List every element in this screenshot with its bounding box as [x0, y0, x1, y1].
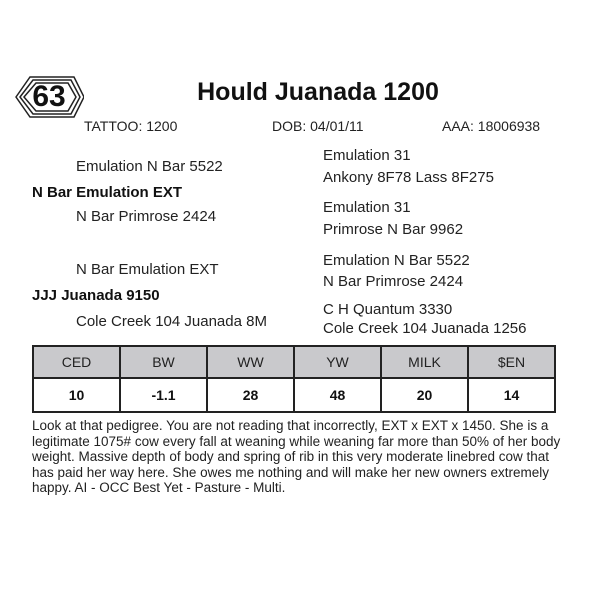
epd-value-yw: 48 [295, 379, 382, 411]
pedigree-sire-sire: Emulation N Bar 5522 [76, 158, 223, 175]
pedigree-sire-dam: N Bar Primrose 2424 [76, 208, 217, 225]
pedigree-sire-sire-sire: Emulation 31 [323, 147, 411, 164]
pedigree-dam-sire: N Bar Emulation EXT [76, 261, 219, 278]
pedigree-dam: JJJ Juanada 9150 [32, 287, 160, 304]
epd-table [32, 345, 556, 413]
epd-value-bw: -1.1 [121, 379, 208, 411]
epd-value-milk: 20 [382, 379, 469, 411]
epd-header-yw: YW [295, 347, 382, 377]
epd-header-milk: MILK [382, 347, 469, 377]
epd-header-bw: BW [121, 347, 208, 377]
animal-name: Hould Juanada 1200 [197, 78, 439, 106]
epd-header-ced: CED [34, 347, 121, 377]
pedigree-sire-sire-dam: Ankony 8F78 Lass 8F275 [323, 169, 494, 186]
epd-header-en: $EN [497, 354, 526, 370]
lot-badge [14, 74, 84, 120]
epd-value-ced: 10 [34, 379, 121, 411]
epd-header-ww: WW [208, 347, 295, 377]
pedigree-dam-sire-sire: Emulation N Bar 5522 [323, 252, 470, 269]
pedigree-dam-dam-sire: C H Quantum 3330 [323, 301, 453, 318]
lot-comments: Look at that pedigree. You are not reading that incorrectly, EXT x EXT x 1450. She is a legitimate 1075# cow every fall at weaning while weaning far more than 50% of her body weight. Massive depth of body and spring of rib in this very moderate linebred cow that has paid her way here. She owes me nothing and will make her new owners extremely happy. AI - OCC Best Yet - Pasture - Multi. [32, 418, 561, 495]
epd-header-row [34, 347, 554, 379]
epd-value-ww: 28 [208, 379, 295, 411]
pedigree-sire-dam-sire: Emulation 31 [323, 199, 411, 216]
pedigree-dam-sire-dam: N Bar Primrose 2424 [323, 273, 464, 290]
pedigree-dam-dam-dam: Cole Creek 104 Juanada 1256 [323, 320, 527, 337]
pedigree-sire-dam-dam: Primrose N Bar 9962 [323, 221, 464, 238]
epd-value-en: 14 [503, 387, 520, 403]
lot-number: 63 [32, 80, 66, 113]
pedigree-sire: N Bar Emulation EXT [32, 184, 183, 201]
dob-text: DOB: 04/01/11 [272, 118, 364, 134]
pedigree-dam-dam: Cole Creek 104 Juanada 8M [76, 313, 267, 330]
aaa-number-text: AAA: 18006938 [442, 118, 541, 134]
epd-value-row [34, 379, 554, 411]
tattoo-text: TATTOO: 1200 [84, 118, 178, 134]
